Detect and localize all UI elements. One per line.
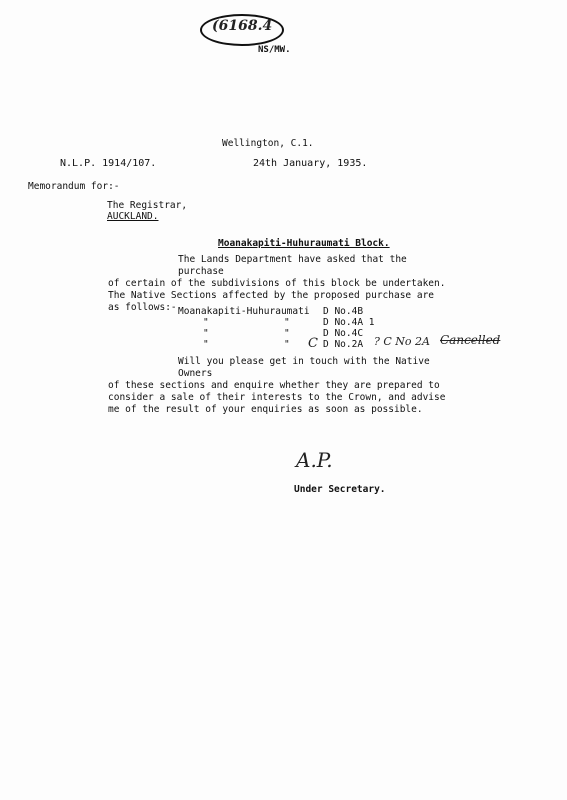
- struck-handwriting: Cancelled: [440, 333, 501, 347]
- file-reference: N.L.P. 1914/107.: [60, 158, 157, 169]
- ditto-mark: ": [284, 339, 290, 350]
- section-row-id: D No.2A: [323, 339, 364, 350]
- paragraph-2-line: Will you please get in touch with the Native Owners: [178, 356, 430, 379]
- ditto-mark: ": [284, 317, 290, 328]
- memo-label: Memorandum for:-: [28, 181, 120, 192]
- subject-heading: Moanakapiti-Huhuraumati Block.: [218, 238, 390, 249]
- section-row-name: Moanakapiti-Huhuraumati: [178, 306, 310, 317]
- recipient-line2: AUCKLAND.: [107, 211, 159, 222]
- paragraph-2-line: me of the result of your enquiries as soon as possible.: [108, 404, 423, 415]
- paragraph-2: [108, 356, 448, 416]
- paragraph-1-line: as follows:-: [108, 302, 177, 313]
- paragraph-2-line: consider a sale of their interests to the Crown, and advise: [108, 392, 446, 403]
- origin-place: Wellington, C.1.: [222, 138, 314, 149]
- recipient-line1: The Registrar,: [107, 200, 188, 211]
- ditto-mark: ": [284, 328, 290, 339]
- ditto-mark: ": [203, 328, 209, 339]
- handwritten-c: C: [308, 336, 318, 351]
- file-number: (6168.4: [212, 18, 273, 34]
- signatory-title: Under Secretary.: [294, 484, 386, 495]
- handwritten-note: ? C No 2A: [374, 335, 430, 348]
- paragraph-1: [108, 254, 448, 314]
- ditto-mark: ": [203, 317, 209, 328]
- ditto-mark: ": [203, 339, 209, 350]
- section-row-id: D No.4C: [323, 328, 364, 339]
- paragraph-2-line: of these sections and enquire whether they are prepared to: [108, 380, 440, 391]
- section-row-id: D No.4A 1: [323, 317, 375, 328]
- memo-date: 24th January, 1935.: [253, 158, 368, 169]
- paragraph-1-line: The Native Sections affected by the proposed purchase are: [108, 290, 435, 301]
- signature-initials: A.P.: [296, 448, 333, 472]
- paragraph-1-line: The Lands Department have asked that the purchase: [178, 254, 407, 277]
- paragraph-1-line: of certain of the subdivisions of this block be undertaken.: [108, 278, 446, 289]
- section-row-id: D No.4B: [323, 306, 364, 317]
- reference-code: NS/MW.: [258, 45, 291, 55]
